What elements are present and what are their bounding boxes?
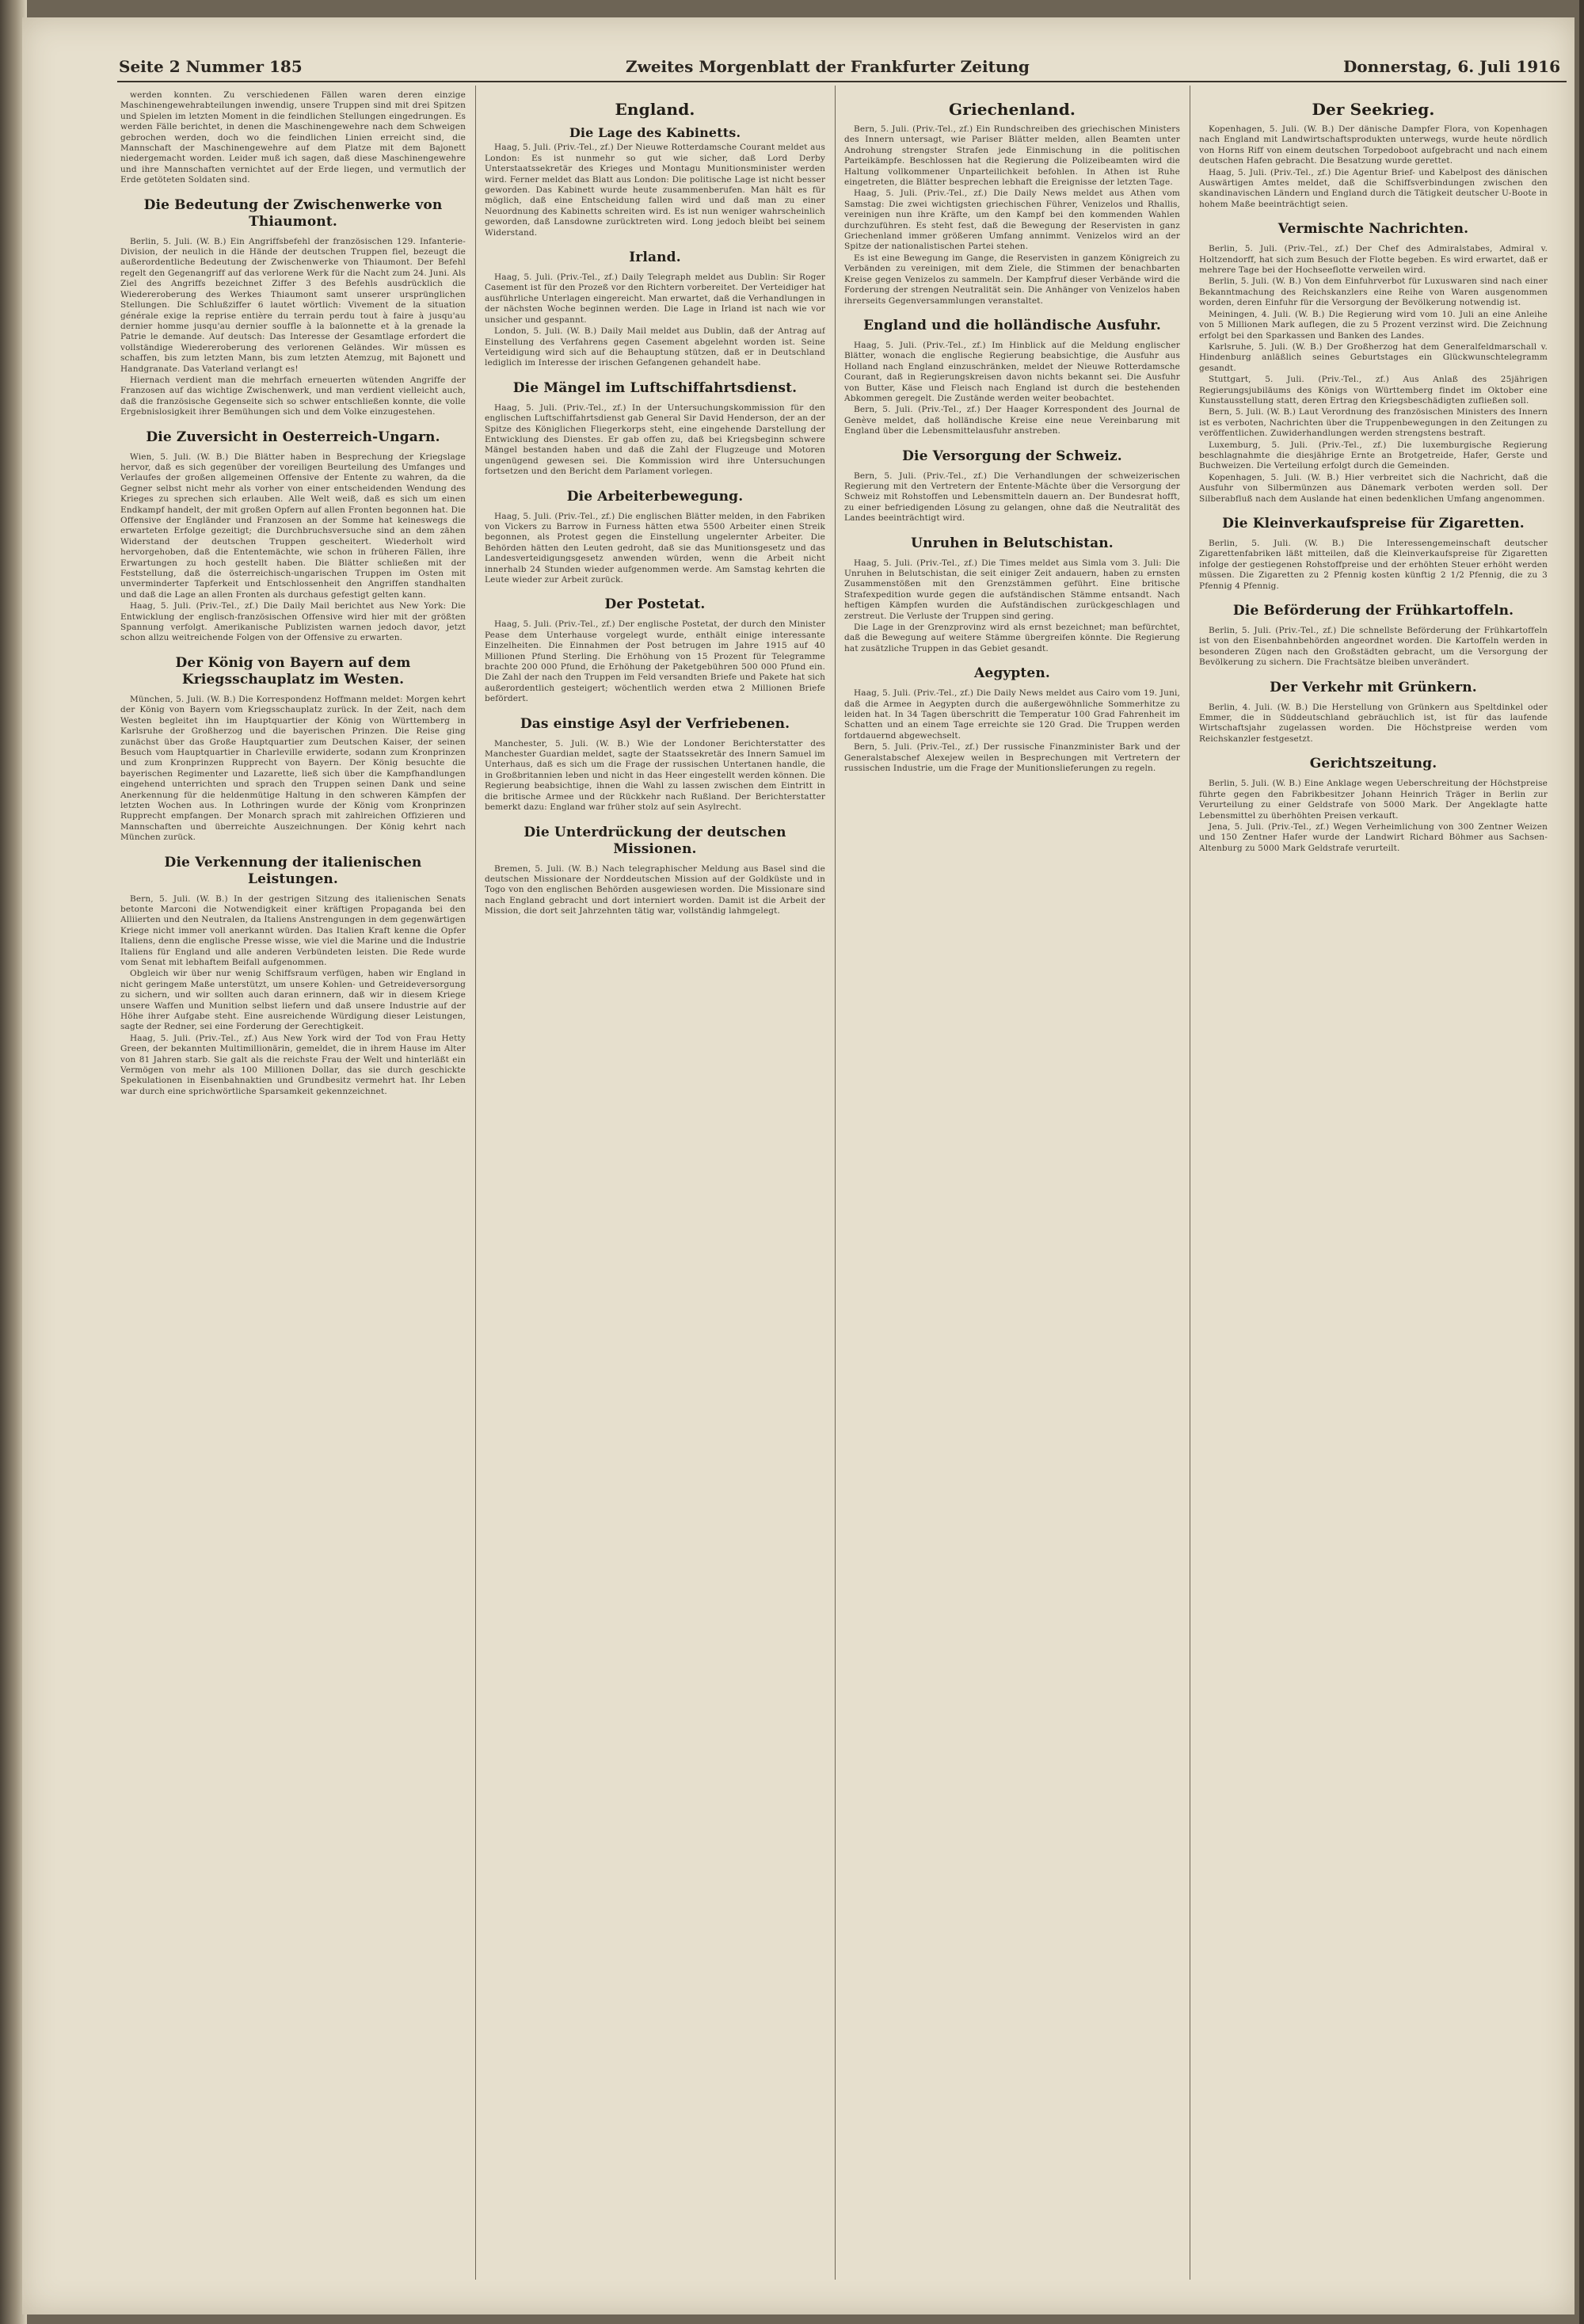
page-number: Seite 2 Nummer 185: [119, 57, 303, 76]
article-paragraph: Berlin, 5. Juli. (Priv.-Tel., zf.) Der Chef des Admiralstabes, Admiral v. Holtzendorff, hat sich zum Besuch der Flotte begeben. Es wird erwartet, daß er mehrere Tage bei der Hochseeflotte verweilen wird.: [1199, 244, 1548, 276]
article-paragraph: Berlin, 5. Juli. (W. B.) Eine Anklage wegen Ueberschreitung der Höchstpreise führte gegen den Fabrikbesitzer Johann Heinrich Träger in Berlin zur Verurteilung zu einer Geldstrafe von 5000 Mark. Der Angeklagte hatte Lebensmittel zu überhöhten Preisen verkauft.: [1199, 779, 1548, 821]
article-paragraph: Es ist eine Bewegung im Gange, die Reservisten in ganzem Königreich zu Verbänden zu vereinigen, mit dem Ziele, die Stimmen der benachbarten Kreise gegen Venizelos zu sammeln. Der Kampfruf dieser Verbände wird die Forderung der strengen Neutralität sein. Die Anhänger von Venizelos haben ihrerseits Gegenversammlungen veranstaltet.: [844, 253, 1180, 306]
article-paragraph: Obgleich wir über nur wenig Schiffsraum verfügen, haben wir England in nicht geringem Maße unterstützt, um unsere Kohlen- und Getreideversorgung zu sichern, und wir sollten auch daran erinnern, daß wir in diesem Kriege unsere Waffen und Munition selbst liefern und daß unsere Industrie auf der Höhe ihrer Aufgabe steht. Eine ausreichende Würdigung dieser Leistungen, sagte der Redner, sei eine Forderung der Gerechtigkeit.: [120, 969, 466, 1032]
article-headline: Die Arbeiterbewegung.: [566, 488, 744, 505]
article-paragraph: Bern, 5. Juli. (Priv.-Tel., zf.) Der Haager Korrespondent des Journal de Genève meldet, daß holländische Kreise eine neue Vereinbarung mit England über die Lebensmittelausfuhr anstreben.: [844, 405, 1180, 436]
article-headline: England und die holländische Ausfuhr.: [863, 317, 1161, 333]
article-paragraph: Berlin, 5. Juli. (W. B.) Von dem Einfuhrverbot für Luxuswaren sind nach einer Bekanntmachung des Reichskanzlers eine Reihe von Waren ausgenommen worden, deren Einfuhr für die Versorgung der Bevölkerung notwendig ist.: [1199, 276, 1548, 308]
column-2: [485, 90, 825, 2276]
article-headline: Die Bedeutung der Zwischenwerke von Thiaumont.: [143, 196, 443, 230]
article-paragraph: Haag, 5. Juli. (Priv.-Tel., zf.) Die Times meldet aus Simla vom 3. Juli: Die Unruhen in Belutschistan, die seit einiger Zeit andauern, haben zu ernsten Zusammenstößen mit den Grenzstämmen geführt. Eine britische Strafexpedition wurde gegen die aufständischen Stämme entsandt. Nach heftigen Kämpfen wurden die Aufständischen zurückgeschlagen und zerstreut. Die Verluste der Truppen sind gering.: [844, 558, 1180, 621]
article-headline: Irland.: [629, 250, 681, 266]
article-headline: Vermischte Nachrichten.: [1277, 221, 1469, 238]
masthead-title: Zweites Morgenblatt der Frankfurter Zeitung: [626, 57, 1030, 76]
article-paragraph: Bern, 5. Juli. (Priv.-Tel., zf.) Ein Rundschreiben des griechischen Ministers des Innern untersagt, wie Pariser Blätter melden, allen Beamten unter Androhung strengster Strafen jede Einmischung in die politischen Parteikämpfe. Beschlossen hat die Regierung die Polizeibeamten wird die Haltung vollkommener Unparteilichkeit befohlen. In Athen ist Ruhe eingetreten, die Blätter besprechen lebhaft die Ereignisse der letzten Tage.: [844, 124, 1180, 188]
article-paragraph: Haag, 5. Juli. (Priv.-Tel., zf.) Die englischen Blätter melden, in den Fabriken von Vickers zu Barrow in Furness hätten etwa 5500 Arbeiter einen Streik begonnen, als Protest gegen die Einstellung ungelernter Arbeiter. Die Behörden hätten den Leuten gedroht, daß sie das Munitionsgesetz und das Landesverteidigungsgesetz anwenden würden, wenn die Arbeit nicht innerhalb 24 Stunden wieder aufgenommen werde. Am Samstag kehrten die Leute wieder zur Arbeit zurück.: [485, 511, 825, 585]
column-divider: [475, 86, 476, 2280]
article-paragraph: München, 5. Juli. (W. B.) Die Korrespondenz Hoffmann meldet: Morgen kehrt der König von Bayern vom Kriegsschauplatz zurück. In der Zeit, nach dem Westen begleitet ihn im Hauptquartier der König von Württemberg in Karlsruhe der Großherzog und die bayerischen Prinzen. Die Reise ging zunächst über das Große Hauptquartier zum Deutschen Kaiser, der seinen Besuch vom Hauptquartier in Charleville erwiderte, sodann zum Kronprinzen und zum Kronprinzen Rupprecht von Bayern. Der König besuchte die bayerischen Regimenter und Lazarette, ließ sich über die Kampfhandlungen eingehend unterrichten und sprach den Truppen seinen Dank und seine Anerkennung für die heldenmütige Haltung in den schweren Kämpfen der letzten Wochen aus. In Lothringen wurde der König vom Kronprinzen Rupprecht empfangen. Der Monarch sprach mit zahlreichen Offizieren und Mannschaften und überreichte Auszeichnungen. Der König kehrt nach München zurück.: [120, 694, 466, 843]
article-paragraph: Kopenhagen, 5. Juli. (W. B.) Hier verbreitet sich die Nachricht, daß die Ausfuhr von Silbermünzen aus Dänemark verboten werden soll. Der Silberabfluß nach dem Auslande hat einen bedenklichen Umfang angenommen.: [1199, 472, 1548, 504]
article-headline: Unruhen in Belutschistan.: [911, 535, 1114, 551]
article-paragraph: Berlin, 5. Juli. (Priv.-Tel., zf.) Die schnellste Beförderung der Frühkartoffeln ist von den Eisenbahnbehörden angeordnet worden. Die Kartoffeln werden in besonderen Zügen nach den Großstädten gebracht, um die Versorgung der Bevölkerung zu sichern. Die Frachtsätze bleiben unverändert.: [1199, 626, 1548, 668]
page-header: [119, 54, 1560, 81]
article-paragraph: Bern, 5. Juli. (Priv.-Tel., zf.) Die Verhandlungen der schweizerischen Regierung mit den Vertretern der Entente-Mächte über die Versorgung der Schweiz mit Rohstoffen und Lebensmitteln dauern an. Der Bundesrat hofft, zu einer befriedigenden Lösung zu gelangen, ohne daß die Neutralität des Landes beeinträchtigt wird.: [844, 471, 1180, 524]
article-paragraph: Bern, 5. Juli. (Priv.-Tel., zf.) Der russische Finanzminister Bark und der Generalstabschef Alexejew weilen in Besprechungen mit Vertretern der russischen Industrie, um die Frage der Munitionslieferungen zu regeln.: [844, 742, 1180, 774]
article-paragraph: Haag, 5. Juli. (Priv.-Tel., zf.) Die Daily Mail berichtet aus New York: Die Entwicklung der englisch-französischen Offensive wird hier mit der größten Spannung verfolgt. Amerikanische Publizisten warnen jedoch davor, jetzt schon allzu weitreichende Folgen von der Offensive zu erwarten.: [120, 601, 466, 643]
article-headline: Der Postetat.: [604, 596, 706, 613]
article-headline: Gerichtszeitung.: [1309, 756, 1437, 772]
newspaper-page: [22, 17, 1574, 2314]
article-paragraph: Berlin, 4. Juli. (W. B.) Die Herstellung von Grünkern aus Speltdinkel oder Emmer, die in Süddeutschland gebräuchlich ist, ist für das laufende Wirtschaftsjahr zugelassen worden. Die Höchstpreise werden vom Reichskanzler festgesetzt.: [1199, 702, 1548, 744]
article-subheadline: Die Lage des Kabinetts.: [569, 125, 741, 140]
article-headline: Die Zuversicht in Oesterreich-Ungarn.: [146, 429, 440, 445]
article-paragraph: Haag, 5. Juli. (Priv.-Tel., zf.) Aus New York wird der Tod von Frau Hetty Green, der bekannten Multimillionärin, gemeldet, die in ihrem Hause im Alter von 81 Jahren starb. Sie galt als die reichste Frau der Welt und hinterläßt ein Vermögen von mehr als 100 Millionen Dollar, das sie durch geschickte Spekulationen in Eisenbahnaktien und Grundbesitz vermehrt hat. Ihr Leben war durch eine sprichwörtliche Sparsamkeit gekennzeichnet.: [120, 1033, 466, 1096]
article-paragraph: Bern, 5. Juli. (W. B.) Laut Verordnung des französischen Ministers des Innern ist es verboten, Nachrichten über die Truppenbewegungen in den Zeitungen zu veröffentlichen. Zuwiderhandlungen werden strengstens bestraft.: [1199, 407, 1548, 439]
article-paragraph: Haag, 5. Juli. (Priv.-Tel., zf.) Die Agentur Brief- und Kabelpost des dänischen Auswärtigen Amtes meldet, daß die Schiffsverbindungen zwischen den skandinavischen Ländern und England durch die Tätigkeit deutscher U-Boote in hohem Maße beeinträchtigt seien.: [1199, 167, 1548, 209]
article-headline: Der Seekrieg.: [1312, 100, 1435, 119]
article-headline: Die Versorgung der Schweiz.: [902, 448, 1122, 464]
article-headline: Der Verkehr mit Grünkern.: [1270, 679, 1477, 695]
article-paragraph: Haag, 5. Juli. (Priv.-Tel., zf.) Der Nieuwe Rotterdamsche Courant meldet aus London: Es ist nunmehr so gut wie sicher, daß Lord Derby Unterstaatssekretär des Krieges und Montagu Munitionsminister werden wird. Ferner meldet das Blatt aus London: Die politische Lage ist nicht besser geworden. Das Kabinett wurde heute zusammenberufen. Man hält es für möglich, daß eine Entscheidung fallen wird und daß man zu einer Neuordnung des Kabinetts schreiten wird. Es ist nun weniger wahrscheinlich geworden, daß Lansdowne zurücktreten wird. Long jedoch bleibt bei seinem Widerstand.: [485, 143, 825, 238]
article-paragraph: Haag, 5. Juli. (Priv.-Tel., zf.) Im Hinblick auf die Meldung englischer Blätter, wonach die englische Regierung beabsichtige, die Ausfuhr aus Holland nach England einzuschränken, meldet der Nieuwe Rotterdamsche Courant, daß in Regierungskreisen davon nichts bekannt sei. Die Ausfuhr von Butter, Käse und Fleisch nach England ist durch die bestehenden Abkommen geregelt. Die Zustände werden weiter beobachtet.: [844, 340, 1180, 403]
article-headline: Die Beförderung der Frühkartoffeln.: [1232, 603, 1514, 619]
article-paragraph: Meiningen, 4. Juli. (W. B.) Die Regierung wird vom 10. Juli an eine Anleihe von 5 Millionen Mark auflegen, die zu 5 Prozent verzinst wird. Die Zeichnung erfolgt bei den Sparkassen und Banken des Landes.: [1199, 309, 1548, 341]
header-rule: [117, 81, 1567, 82]
article-paragraph: Haag, 5. Juli. (Priv.-Tel., zf.) Der englische Postetat, der durch den Minister Pease dem Unterhause vorgelegt wurde, enthält einige interessante Einzelheiten. Die Einnahmen der Post betrugen im Jahre 1915 auf 40 Millionen Pfund Sterling. Die Erhöhung von 15 Prozent für Telegramme brachte 200 000 Pfund, die Erhöhung der Paketgebühren 500 000 Pfund ein. Die Zahl der nach den Truppen im Feld versandten Briefe und Pakete hat sich außerordentlich gesteigert; wöchentlich werden etwa 2 Millionen Briefe befördert.: [485, 619, 825, 704]
article-paragraph: Haag, 5. Juli. (Priv.-Tel., zf.) Die Daily News meldet aus Athen vom Samstag: Die zwei wichtigsten griechischen Führer, Venizelos und Rhallis, vereinigen nun ihre Kräfte, um den Kampf bei den kommenden Wahlen durchzuführen. Es steht fest, daß die Bewegung der Reservisten in ganz Griechenland immer größeren Umfang annimmt. Venizelos wird an der Spitze der nationalistischen Partei stehen.: [844, 189, 1180, 252]
article-paragraph: Bern, 5. Juli. (W. B.) In der gestrigen Sitzung des italienischen Senats betonte Marconi die Notwendigkeit einer kräftigen Propaganda bei den Alliierten und den Neutralen, da Italiens Anstrengungen in dem gegenwärtigen Kriege nicht immer voll anerkannt würden. Das Italien Kraft kenne die Opfer Italiens, denn die englische Presse wisse, wie viel die Marine und die Industrie Italiens für England und alle anderen Verbündeten leisten. Die Rede wurde vom Senat mit lebhaftem Beifall aufgenommen.: [120, 893, 466, 967]
article-headline: Das einstige Asyl der Verfriebenen.: [520, 715, 790, 732]
article-paragraph: Stuttgart, 5. Juli. (Priv.-Tel., zf.) Aus Anlaß des 25jährigen Regierungsjubiläums des Königs von Württemberg findet im Oktober eine Kunstausstellung statt, deren Ertrag den Kriegsbeschädigten zufließen soll.: [1199, 375, 1548, 406]
article-headline: Die Unterdrückung der deutschen Missionen.: [524, 824, 786, 857]
article-headline: Griechenland.: [949, 100, 1076, 119]
article-paragraph: Berlin, 5. Juli. (W. B.) Ein Angriffsbefehl der französischen 129. Infanterie-Division, der neulich in die Hände der deutschen Truppen fiel, bezeugt die außerordentliche Bedeutung der Zwischenwerke von Thiaumont. Der Befehl regelt den Gegenangriff auf das verlorene Werk für die Nacht zum 24. Juni. Als Ziel des Angriffs bezeichnet Ziffer 3 des Befehls ausdrücklich die Wiedereroberung des Werkes Thiaumont samt unserer ursprünglichen Stellungen. Die Schlußziffer 6 lautet wörtlich: Vivement de la situation générale exige la reprise entière du terrain perdu tout à faire à jusqu'au dernier homme jusqu'au dernier souffle à la baïonnette et à la grenade la Patrie le demande. Auf deutsch: Das Interesse der Gesamtlage erfordert die vollständige Wiedereroberung des verlorenen Geländes. Wir müssen es schaffen, bis zum letzten Mann, bis zum letzten Atemzug, mit Bajonett und Handgranate. Das Vaterland verlangt es!: [120, 236, 466, 374]
article-headline: Die Mängel im Luftschiffahrtsdienst.: [512, 379, 798, 396]
article-paragraph: Karlsruhe, 5. Juli. (W. B.) Der Großherzog hat dem Generalfeldmarschall v. Hindenburg anläßlich seines Geburtstages ein Glückwunschtelegramm gesandt.: [1199, 341, 1548, 373]
column-4: [1199, 90, 1548, 2276]
article-paragraph: Bremen, 5. Juli. (W. B.) Nach telegraphischer Meldung aus Basel sind die deutschen Missionare der Norddeutschen Mission auf der Goldküste und in Togo von den englischen Behörden ausgewiesen worden. Die Missionare sind nach England gebracht und dort interniert worden. Damit ist die Arbeit der Mission, die dort seit Jahrzehnten tätig war, vollständig lahmgelegt.: [485, 863, 825, 916]
column-3: [844, 90, 1180, 2276]
page-edge: [1579, 0, 1584, 2324]
article-headline: Die Verkennung der italienischen Leistungen.: [164, 854, 422, 887]
article-paragraph: Die Lage in der Grenzprovinz wird als ernst bezeichnet; man befürchtet, daß die Bewegung auf weitere Stämme übergreifen könnte. Die Regierung hat zusätzliche Truppen in das Gebiet gesandt.: [844, 623, 1180, 653]
issue-date: Donnerstag, 6. Juli 1916: [1342, 57, 1560, 76]
article-headline: England.: [615, 100, 695, 119]
column-divider: [835, 86, 836, 2280]
article-paragraph: Luxemburg, 5. Juli. (Priv.-Tel., zf.) Die luxemburgische Regierung beschlagnahmte die diesjährige Ernte an Brotgetreide, Hafer, Gerste und Buchweizen. Die Verteilung erfolgt durch die Gemeinden.: [1199, 440, 1548, 471]
article-headline: Die Kleinverkaufspreise für Zigaretten.: [1222, 516, 1525, 531]
article-paragraph: Manchester, 5. Juli. (W. B.) Wie der Londoner Berichterstatter des Manchester Guardian meldet, sagte der Staatssekretär des Innern Samuel im Unterhaus, daß es sich um die Frage der russischen Untertanen handle, die in Großbritannien leben und nicht in das Heer eingestellt werden können. Die Regierung beabsichtige, ihnen die Wahl zu lassen zwischen dem Eintritt in die britische Armee und der Rückkehr nach Rußland. Der Berichterstatter bemerkt dazu: England war früher stolz auf sein Asylrecht.: [485, 738, 825, 813]
article-paragraph: Haag, 5. Juli. (Priv.-Tel., zf.) Die Daily News meldet aus Cairo vom 19. Juni, daß die Armee in Aegypten durch die außergewöhnliche Sommerhitze zu leiden hat. In 34 Tagen überschritt die Temperatur 100 Grad Fahrenheit im Schatten und an einem Tage erreichte sie 120 Grad. Die Truppen werden fortdauernd abgewechselt.: [844, 688, 1180, 741]
article-paragraph: Jena, 5. Juli. (Priv.-Tel., zf.) Wegen Verheimlichung von 300 Zentner Weizen und 150 Zentner Hafer wurde der Landwirt Richard Böhmer aus Sachsen-Altenburg zu 5000 Mark Geldstrafe verurteilt.: [1199, 821, 1548, 853]
article-paragraph: Hiernach verdient man die mehrfach erneuerten wütenden Angriffe der Franzosen auf das wichtige Zwischenwerk, und man verdient vielleicht auch, daß die französische Gegenseite sich so schwer entschließen konnte, die volle Ergebnislosigkeit ihrer Bemühungen sich und dem Volke einzugestehen.: [120, 375, 466, 417]
article-paragraph: Haag, 5. Juli. (Priv.-Tel., zf.) In der Untersuchungskommission für den englischen Luftschiffahrtsdienst gab General Sir David Henderson, der an der Spitze des Königlichen Fliegerkorps steht, eine eingehende Darstellung der Entwicklung des Dienstes. Er gab offen zu, daß bei Kriegsbeginn schwere Mängel bestanden haben und daß die Zahl der Flugzeuge und Motoren ungenügend gewesen sei. Die Kommission wird ihre Untersuchungen fortsetzen und den Bericht dem Parlament vorlegen.: [485, 402, 825, 477]
article-paragraph: London, 5. Juli. (W. B.) Daily Mail meldet aus Dublin, daß der Antrag auf Einstellung des Verfahrens gegen Casement abgelehnt worden ist. Seine Verteidigung wird sich auf die Behauptung stützen, daß er in Deutschland lediglich im Interesse der irischen Gefangenen gehandelt habe.: [485, 326, 825, 368]
article-paragraph: werden konnten. Zu verschiedenen Fällen waren deren einzige Maschinengewehrabteilungen inwendig, unsere Truppen sind mit drei Spitzen und Spielen im letzten Moment in die feindlichen Stellungen eingedrungen. Es werden Fälle berichtet, in denen die Maschinengewehre nach dem Schweigen gebrochen werden, doch wo die feindlichen Linien erreicht sind, die Mannschaft der Maschinengewehre auf dem Platze mit dem Bajonett niedergemacht worden. Leider muß ich sagen, daß diese Maschinengewehre und ihre Mannschaften vernichtet auf der Erde liegen, und vermutlich der Erde getöteten Soldaten sind.: [120, 90, 466, 185]
article-paragraph: Berlin, 5. Juli. (W. B.) Die Interessengemeinschaft deutscher Zigarettenfabriken läßt mitteilen, daß die Kleinverkaufspreise für Zigaretten infolge der gestiegenen Rohstoffpreise und der erhöhten Steuer erhöht werden müssen. Die Zigaretten zu 2 Pfennig kosten künftig 2 1/2 Pfennig, die zu 3 Pfennig 4 Pfennig.: [1199, 539, 1548, 591]
article-paragraph: Kopenhagen, 5. Juli. (W. B.) Der dänische Dampfer Flora, von Kopenhagen nach England mit Landwirtschaftsprodukten unterwegs, wurde heute nördlich von Horns Riff von einem deutschen Torpedoboot aufgebracht und nach einem deutschen Hafen gebracht. Die Besatzung wurde gerettet.: [1199, 124, 1548, 166]
article-headline: Aegypten.: [974, 665, 1050, 682]
column-1: [120, 90, 466, 2276]
article-headline: Der König von Bayern auf dem Kriegsschauplatz im Westen.: [175, 654, 411, 688]
article-paragraph: Haag, 5. Juli. (Priv.-Tel., zf.) Daily Telegraph meldet aus Dublin: Sir Roger Casement ist für den Prozeß vor den Richtern vorbereitet. Der Verteidiger hat ausführliche Unterlagen eingereicht. Man erwartet, daß die Verhandlungen in der nächsten Woche beginnen werden. Die Lage in Irland ist nach wie vor unsicher und gespannt.: [485, 272, 825, 325]
article-paragraph: Wien, 5. Juli. (W. B.) Die Blätter haben in Besprechung der Kriegslage hervor, daß es sich gegenüber der voreiligen Beurteilung des Umfanges und Verlaufes der großen allgemeinen Offensive der Entente zu wahren, da die Gegner selbst nicht mehr als vorher von einer entscheidenden Wendung des Krieges zu sprechen sich erlauben. Alle Welt weiß, daß es sich um einen Endkampf handelt, der mit großen Opfern auf allen Fronten begonnen hat. Die Offensive der Engländer und Franzosen an der Somme hat keineswegs die erwarteten Erfolge gezeitigt; die Durchbruchsversuche sind an dem zähen Widerstand der deutschen Truppen gescheitert. Wiederholt wird hervorgehoben, daß die Ententemächte, wie schon in früheren Fällen, ihre Erwartungen zu hoch gestellt haben. Die Blätter schließen mit der Feststellung, daß die österreichisch-ungarischen Truppen im Osten mit unverminderter Tapferkeit und Entschlossenheit den Angriffen standhalten und daß die Lage an allen Fronten als durchaus gefestigt gelten kann.: [120, 451, 466, 600]
